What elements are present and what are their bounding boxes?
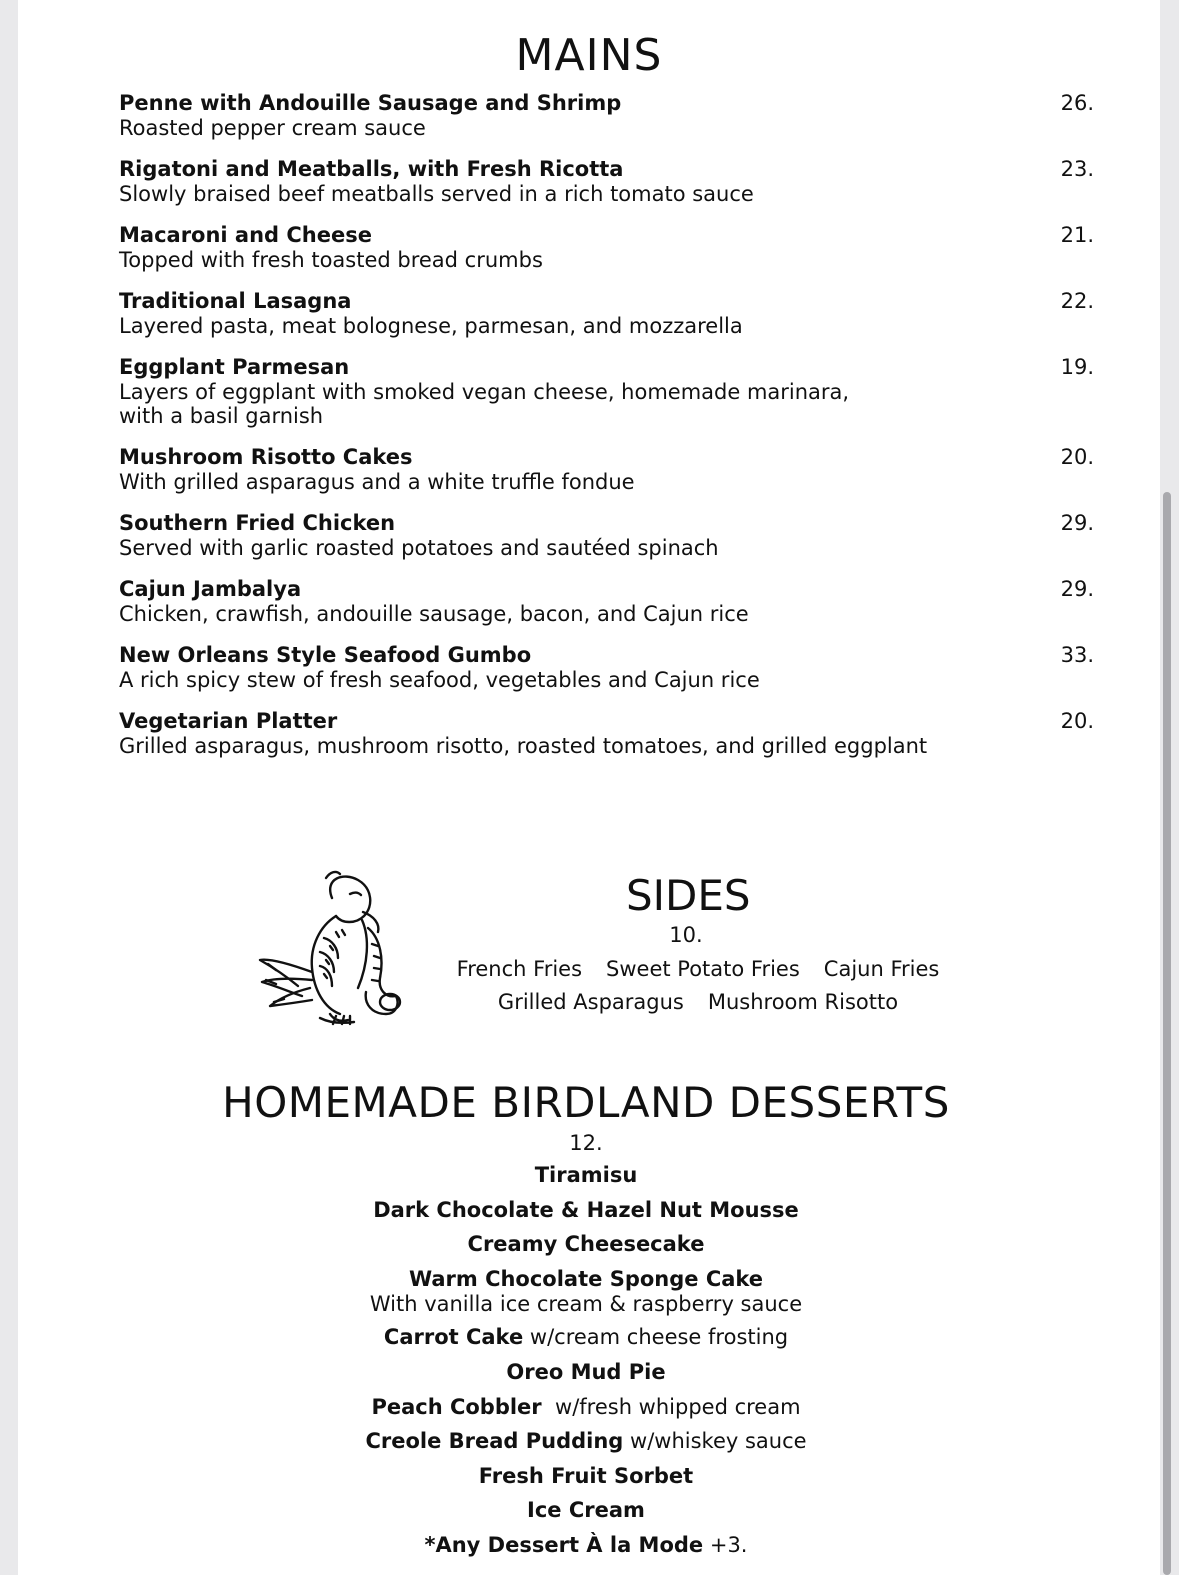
item-name: Cajun Jambalya (119, 577, 302, 601)
item-description: Chicken, crawfish, andouille sausage, bacon, and Cajun rice (119, 602, 749, 626)
item-price: 23. (1060, 157, 1094, 181)
item-price: 21. (1060, 223, 1094, 247)
item-name: Traditional Lasagna (119, 289, 352, 313)
dessert-item (18, 1231, 1154, 1257)
dessert-item (18, 1266, 1154, 1316)
list-item (119, 355, 1094, 428)
dessert-item (18, 1197, 1154, 1223)
item-name: Mushroom Risotto Cakes (119, 445, 413, 469)
dessert-item (18, 1463, 1154, 1489)
dessert-name: Tiramisu (534, 1163, 638, 1187)
list-item (119, 577, 1094, 626)
mains-title: MAINS (515, 30, 663, 81)
item-name: New Orleans Style Seafood Gumbo (119, 643, 532, 667)
side-item: Grilled Asparagus (497, 990, 684, 1014)
mains-list (119, 91, 1094, 775)
list-item (119, 511, 1094, 560)
desserts-list (18, 1162, 1154, 1567)
item-description: A rich spicy stew of fresh seafood, vegetables and Cajun rice (119, 668, 760, 692)
list-item (119, 223, 1094, 272)
list-item (119, 445, 1094, 494)
item-description: Layers of eggplant with smoked vegan cheese, homemade marinara, with a basil garnish (119, 380, 850, 428)
dessert-description: With vanilla ice cream & raspberry sauce (369, 1291, 803, 1316)
dessert-item (18, 1359, 1154, 1385)
dessert-name: Warm Chocolate Sponge Cake (408, 1266, 764, 1291)
dessert-note: +3. (709, 1532, 748, 1557)
item-description: Roasted pepper cream sauce (119, 116, 426, 140)
list-item (119, 709, 1094, 758)
dessert-note: w/whiskey sauce (630, 1429, 807, 1454)
item-name: Macaroni and Cheese (119, 223, 372, 247)
item-description: Layered pasta, meat bolognese, parmesan, and mozzarella (119, 314, 743, 338)
item-description: Grilled asparagus, mushroom risotto, roasted tomatoes, and grilled eggplant (119, 734, 928, 758)
item-name: Rigatoni and Meatballs, with Fresh Ricotta (119, 157, 624, 181)
dessert-name: Ice Cream (527, 1498, 645, 1523)
side-item: Cajun Fries (823, 957, 940, 981)
dessert-item (18, 1497, 1154, 1523)
item-price: 29. (1060, 511, 1094, 535)
item-description: With grilled asparagus and a white truffle fondue (119, 470, 635, 494)
dessert-name: *Any Dessert À la Mode (424, 1532, 704, 1557)
dessert-name: Dark Chocolate & Hazel Nut Mousse (373, 1197, 799, 1222)
dessert-name: Creamy Cheesecake (467, 1232, 705, 1257)
item-name: Penne with Andouille Sausage and Shrimp (119, 91, 622, 115)
side-item: Sweet Potato Fries (606, 957, 800, 981)
menu-page (18, 0, 1160, 1575)
list-item (119, 643, 1094, 692)
dessert-item (18, 1532, 1154, 1558)
item-price: 26. (1060, 91, 1094, 115)
sides-price: 10. (669, 923, 703, 947)
item-price: 22. (1060, 289, 1094, 313)
desserts-title: HOMEMADE BIRDLAND DESSERTS (222, 1078, 950, 1127)
desserts-price: 12. (569, 1131, 603, 1155)
dessert-name: Creole Bread Pudding (365, 1429, 624, 1454)
item-price: 29. (1060, 577, 1094, 601)
dessert-note: w/cream cheese frosting (529, 1325, 789, 1350)
item-price: 33. (1060, 643, 1094, 667)
item-description: Topped with fresh toasted bread crumbs (119, 248, 543, 272)
dessert-item (18, 1394, 1154, 1420)
item-price: 20. (1060, 709, 1094, 733)
item-price: 20. (1060, 445, 1094, 469)
side-item: French Fries (456, 957, 583, 981)
scrollbar[interactable] (1163, 492, 1171, 1575)
list-item (119, 157, 1094, 206)
list-item (119, 289, 1094, 338)
sides-title: SIDES (626, 871, 751, 920)
sides-row (378, 989, 1018, 1015)
dessert-name: Oreo Mud Pie (506, 1359, 666, 1384)
item-price: 19. (1060, 355, 1094, 379)
item-name: Vegetarian Platter (119, 709, 338, 733)
dessert-name: Peach Cobbler (371, 1394, 542, 1419)
dessert-name: Fresh Fruit Sorbet (478, 1463, 694, 1488)
item-description: Slowly braised beef meatballs served in a rich tomato sauce (119, 182, 754, 206)
item-description: Served with garlic roasted potatoes and sautéed spinach (119, 536, 719, 560)
dessert-item (18, 1428, 1154, 1454)
item-name: Southern Fried Chicken (119, 511, 396, 535)
sides-row (378, 956, 1018, 982)
dessert-name: Carrot Cake (383, 1325, 524, 1350)
dessert-item (18, 1324, 1154, 1350)
side-item: Mushroom Risotto (707, 990, 899, 1014)
dessert-note: w/fresh whipped cream (555, 1394, 801, 1419)
item-name: Eggplant Parmesan (119, 355, 350, 379)
dessert-item (18, 1162, 1154, 1188)
list-item (119, 91, 1094, 140)
